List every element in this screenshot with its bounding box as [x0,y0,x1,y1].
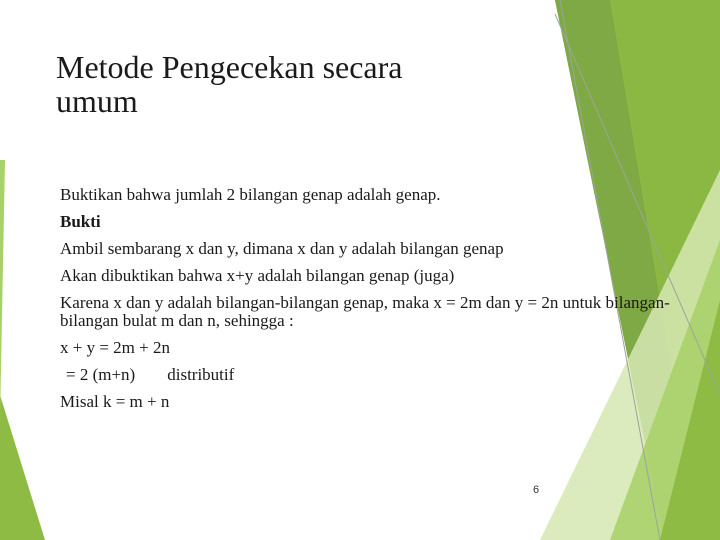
equation-note: distributif [167,365,235,384]
deco-left-sliver [0,160,5,420]
assumption-line: Ambil sembarang x dan y, dimana x dan y adalah bilangan genap [60,239,504,258]
equation-line-1: x + y = 2m + 2n [60,338,170,357]
slide-body [60,186,680,420]
goal-line: Akan dibuktikan bahwa x+y adalah bilangan genap (juga) [60,266,455,285]
reasoning-paragraph: Karena x dan y adalah bilangan-bilangan genap, maka x = 2m dan y = 2n untuk bilangan-bilangan bulat m dan n, sehingga : [60,293,670,330]
slide-title-line-2: umum [56,83,138,119]
equation-line-2 [66,366,680,384]
equation-expression: = 2 (m+n) [66,365,136,384]
slide-title-line-1: Metode Pengecekan secara [56,49,403,85]
deco-left-triangle [0,395,45,540]
proof-heading: Bukti [60,212,101,231]
substitution-line: Misal k = m + n [60,392,170,411]
slide-title [56,50,536,118]
page-number: 6 [533,484,540,496]
statement-line: Buktikan bahwa jumlah 2 bilangan genap adalah genap. [60,185,441,204]
